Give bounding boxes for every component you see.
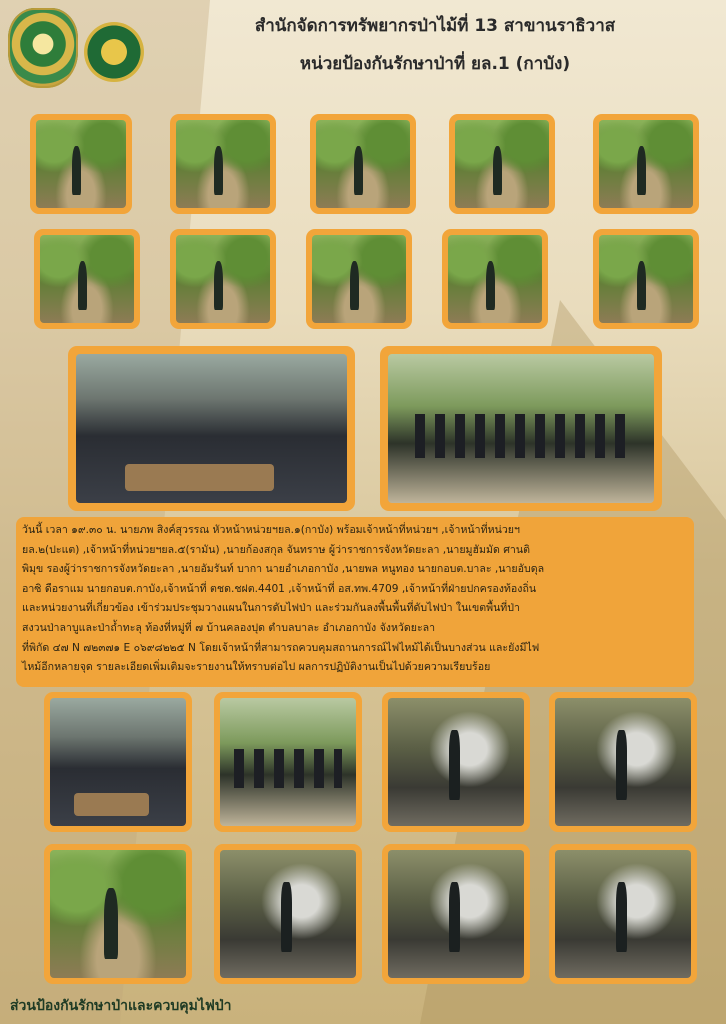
photo-image <box>176 235 270 323</box>
patrol-photo <box>34 229 140 329</box>
patrol-photo <box>593 114 699 214</box>
photo-image <box>312 235 406 323</box>
description-line: และหน่วยงานที่เกี่ยวข้อง เข้าร่วมประชุมวางแผนในการดับไฟป่า และร่วมกันลงพื้นพื้นที่ดับไฟป่า ในเขตพื้นที่ป่า <box>22 602 520 615</box>
patrol-photo <box>442 229 548 329</box>
photo-image <box>220 850 356 978</box>
photo-image <box>50 850 186 978</box>
page-title: สำนักจัดการทรัพยากรป่าไม้ที่ 13 สาขานราธิวาส <box>254 16 616 36</box>
forest-department-logo <box>8 8 78 88</box>
fire-operation-photo <box>549 692 697 832</box>
photo-image <box>220 698 356 826</box>
fire-operation-photo <box>44 844 192 984</box>
photo-image <box>76 354 347 503</box>
fire-operation-photo <box>214 844 362 984</box>
photo-image <box>388 850 524 978</box>
photo-image <box>448 235 542 323</box>
briefing-photo <box>380 346 662 511</box>
photo-image <box>388 698 524 826</box>
patrol-photo <box>170 114 276 214</box>
fire-operation-photo <box>382 844 530 984</box>
photo-image <box>555 850 691 978</box>
photo-image <box>599 235 693 323</box>
photo-image <box>455 120 549 208</box>
footer-title: ส่วนป้องกันรักษาป่าและควบคุมไฟป่า <box>10 998 232 1014</box>
fire-operation-photo <box>382 692 530 832</box>
photo-image <box>599 120 693 208</box>
photo-image <box>40 235 134 323</box>
photo-image <box>176 120 270 208</box>
photo-image <box>36 120 126 208</box>
photo-image <box>316 120 410 208</box>
photo-image <box>388 354 654 503</box>
patrol-photo <box>593 229 699 329</box>
description-line: ไหม้อีกหลายจุด รายละเอียดเพิ่มเติมจะรายงานให้ทราบต่อไป ผลการปฏิบัติงานเป็นไปด้วยความเรียบร้อย <box>22 661 491 674</box>
fire-operation-photo <box>549 844 697 984</box>
description-line: อาซิ ดือราแม นายกอบต.กาบัง,เจ้าหน้าที่ ตชด.ชฝต.4401 ,เจ้าหน้าที่ อส.ทพ.4709 ,เจ้าหน้าที่ฝ่ายปกครองท้องถิ่น <box>22 582 537 595</box>
patrol-photo <box>449 114 555 214</box>
forest-office-logo <box>84 22 144 82</box>
patrol-photo <box>170 229 276 329</box>
description-line: วันนี้ เวลา ๑๙.๓๐ น. นายภพ สิงค์สุวรรณ หัวหน้าหน่วยฯยล.๑(กาบัง) พร้อมเจ้าหน้าที่หน่วยฯ ,เจ้าหน้าที่หน่วยฯ <box>22 524 520 536</box>
photo-image <box>555 698 691 826</box>
photo-image <box>50 698 186 826</box>
patrol-photo <box>30 114 132 214</box>
patrol-photo <box>310 114 416 214</box>
description-line: สงวนป่าลาบูและป่าถ้ำทะลุ ท้องที่หมู่ที่ ๗ บ้านคลองปุด ตำบลบาละ อำเภอกาบัง จังหวัดยะลา <box>22 621 436 634</box>
description-text-box <box>16 517 694 687</box>
patrol-photo <box>306 229 412 329</box>
description-line: ยล.๒(ปะแต) ,เจ้าหน้าที่หน่วยฯยล.๕(รามัน) ,นายก้องสกุล จันทราษ ผู้ว่าราชการจังหวัดยะลา ,นายมูฮัมมัด ศานติ <box>22 543 530 556</box>
meeting-photo <box>68 346 355 511</box>
fire-operation-photo <box>44 692 192 832</box>
description-line: พิมุข รองผู้ว่าราชการจังหวัดยะลา ,นายอัมรันท์ บากา นายอำเภอกาบัง ,นายพล หนูทอง นายกอบต.บาละ ,นายอับดุล <box>22 563 545 576</box>
page-subtitle: หน่วยป้องกันรักษาป่าที่ ยล.1 (กาบัง) <box>299 54 571 74</box>
description-line: ที่พิกัด ๔๗ N ๗๒๓๗๑ E ๐๖๙๘๒๒๕ N โดยเจ้าหน้าที่สามารถควบคุมสถานการณ์ไฟไหม้ได้เป็นบางส่วน และยังมีไฟ <box>22 641 540 654</box>
fire-operation-photo <box>214 692 362 832</box>
